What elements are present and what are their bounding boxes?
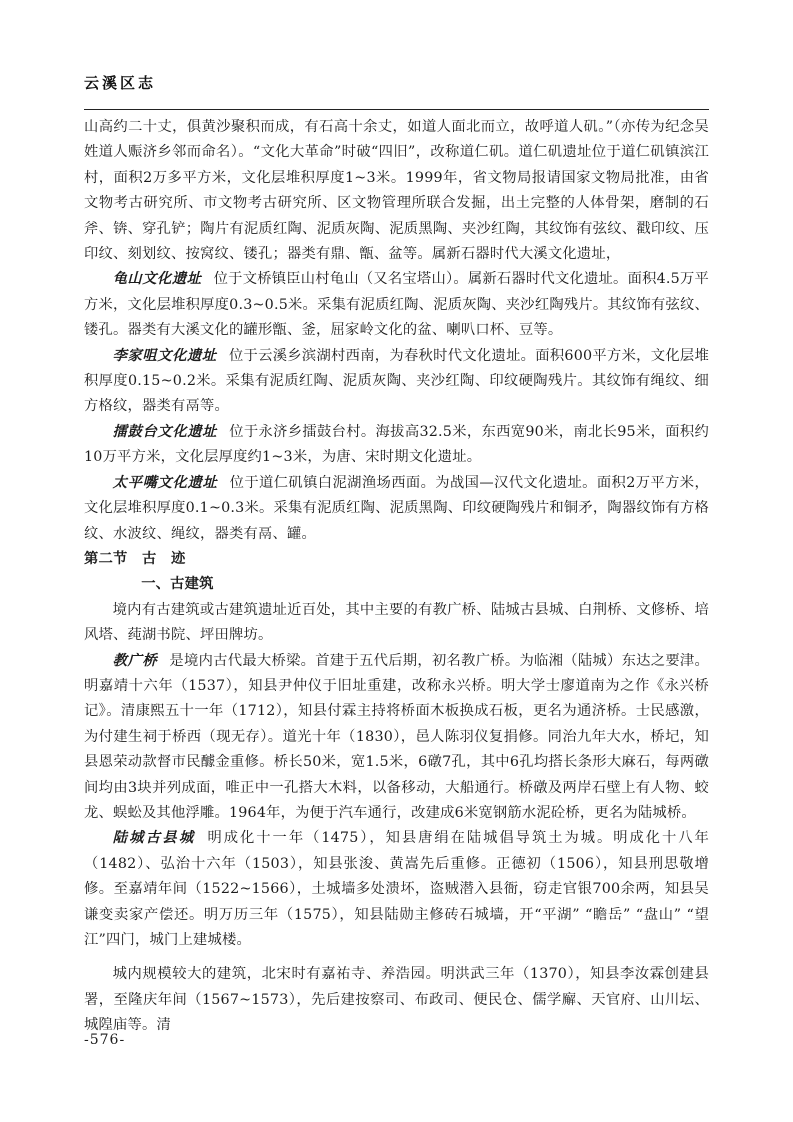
building-entry-text: 是境内古代最大桥梁。首建于五代后期，初名教广桥。为临湘（陆城）东达之要津。明嘉靖十六年（1537），知县尹仲仪于旧址重建，改称永兴桥。明大学士廖道南为之作《永兴桥记》。清康熙五十一年（1712），知县付霖主持将桥面木板换成石板，更名为通济桥。士民感激，为付建生祠于桥西（现无存）。道光十年（1830），邑人陈羽仪复捐修。同治九年大水，桥圮，知县恩荣动款督市民醵金重修。桥长50米，宽1.5米，6礅7孔，其中6孔均搭长条形大麻石，每两礅间均由3块并列成面，唯正中一孔搭大木料，以备移动，大船通行。桥礅及两岸石壁上有人物、蛟龙、蜈蚣及其他浮雕。1964年，为便于汽车通行，改建成6米宽钢筋水泥砼桥，更名为陆城桥。	[84, 652, 710, 821]
continuation-paragraph: 山高约二十丈，俱黄沙聚积而成，有石高十余丈，如道人面北而立，故呼道人矶。”（亦传为纪念吴姓道人赈济乡邻而命名）。“文化大革命”时破“四旧”，改称道仁矶。道仁矶遗址位于道仁矶镇滨江村，面积2万多平方米，文化层堆积厚度1~3米。1999年，省文物局报请国家文物局批准，由省文物考古研究所、市文物考古研究所、区文物管理所联合发掘，出土完整的人体骨架，磨制的石斧、锛、穿孔铲；陶片有泥质红陶、泥质灰陶、泥质黑陶、夹沙红陶，其纹饰有弦纹、戳印纹、压印纹、刻划纹、按窝纹、镂孔；器类有鼎、甑、盆等。属新石器时代大溪文化遗址，	[84, 119, 709, 263]
site-entry-lead: 擂鼓台文化遗址	[112, 423, 218, 440]
site-entry-lead: 龟山文化遗址	[112, 271, 202, 288]
site-entry-text: 位于云溪乡滨湖村西南，为春秋时代文化遗址。面积600平方米，文化层堆积厚度0.15~0.2米。采集有泥质红陶、泥质灰陶、夹沙红陶、印纹硬陶残片。其纹饰有绳纹、细方格纹，器类有鬲等。	[84, 347, 709, 415]
section-title: 第二节 古 迹	[84, 550, 186, 567]
building-entry-lead: 陆城古县城	[112, 830, 196, 847]
running-head-book-title: 云溪区志	[84, 75, 157, 92]
building-entry-text: 明成化十一年（1475），知县唐绢在陆城倡导筑土为城。明成化十八年（1482）、弘治十六年（1503），知县张浚、黄嵩先后重修。正德初（1506），知县刑思敬增修。至嘉靖年间（1522~1566），土城墙多处溃坏，盗贼潜入县衙，窃走官银700余两，知县吴谦变卖家产偿还。明万历三年（1575），知县陆勋主修砖石城墙，开“平湖” “瞻岳” “盘山” “望江”四门，城门上建城楼。	[84, 830, 710, 948]
site-entry-lead: 李家咀文化遗址	[112, 347, 217, 364]
site-entry-paragraph	[84, 267, 709, 343]
site-entry-text: 位于道仁矶镇白泥湖渔场西面。为战国—汉代文化遗址。面积2万平方米，文化层堆积厚度0.1~0.3米。采集有泥质红陶、泥质黑陶、印纹硬陶残片和铜矛，陶器纹饰有方格纹、水波纹、绳纹，器类有鬲、罐。	[84, 474, 709, 542]
closing-paragraph: 城内规模较大的建筑，北宋时有嘉祐寺、养浩园。明洪武三年（1370），知县李汝霖创建县署，至隆庆年间（1567~1573），先后建按察司、布政司、便民仓、儒学廨、天官府、山川坛、城隍庙等。清	[84, 966, 709, 1034]
site-entry-paragraph	[84, 420, 709, 471]
site-entry-paragraph	[84, 471, 709, 547]
body-text	[84, 115, 709, 1039]
page-number: -576-	[84, 1032, 126, 1048]
site-entry-text: 位于永济乡擂鼓台村。海拔高32.5米，东西宽90米，南北长95米，面积约10万平方米，文化层厚度约1~3米，为唐、宋时期文化遗址。	[84, 423, 709, 466]
header-rule	[84, 109, 709, 110]
site-entry-lead: 太平嘴文化遗址	[112, 474, 218, 491]
site-entry-paragraph	[84, 344, 709, 420]
building-entry-paragraph	[84, 826, 709, 953]
intro-paragraph: 境内有古建筑或古建筑遗址近百处，其中主要的有教广桥、陆城古县城、白荆桥、文修桥、培风塔、莼湖书院、坪田牌坊。	[84, 601, 709, 644]
building-entry-paragraph	[84, 649, 709, 827]
site-entry-text: 位于文桥镇臣山村龟山（又名宝塔山）。属新石器时代文化遗址。面积4.5万平方米，文化层堆积厚度0.3~0.5米。采集有泥质红陶、泥质灰陶、夹沙红陶残片。其纹饰有弦纹、镂孔。器类有大溪文化的罐形甑、釜，屈家岭文化的盆、喇叭口杯、豆等。	[84, 271, 709, 339]
subsection-title: 一、古建筑	[141, 576, 214, 593]
building-entry-lead: 教广桥	[112, 652, 158, 669]
